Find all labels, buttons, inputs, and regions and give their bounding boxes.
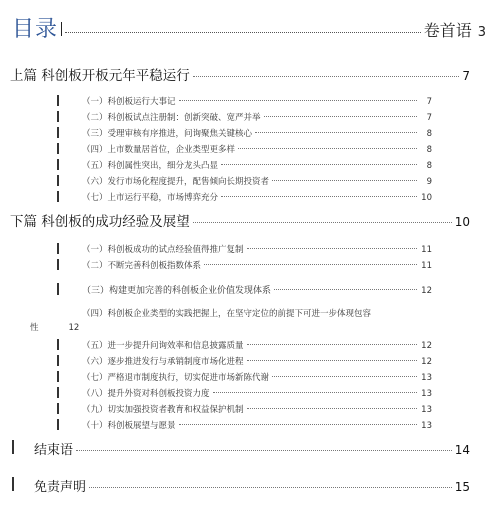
toc-item-label: （二）不断完善科创板指数体系	[82, 261, 202, 271]
toc-item[interactable]	[82, 283, 432, 296]
toc-item-page: 9	[426, 177, 432, 187]
margin-bar	[57, 95, 59, 106]
toc-title-row	[12, 12, 486, 42]
margin-bar	[57, 243, 59, 254]
toc-item-label: （五）进一步提升问询效率和信息披露质量	[82, 341, 244, 351]
toc-entry-label: 结束语	[34, 443, 74, 458]
margin-bar	[57, 191, 59, 202]
toc-item-page: 12	[68, 323, 80, 333]
toc-item[interactable]	[82, 339, 432, 351]
dot-leader	[213, 392, 417, 393]
margin-bar	[12, 440, 14, 454]
margin-bar	[57, 159, 59, 170]
toc-item-label: （五）科创属性突出，细分龙头凸显	[82, 161, 219, 171]
toc-item[interactable]	[82, 419, 432, 431]
toc-item-page: 13	[421, 421, 432, 431]
toc-item-label: （一）科创板运行大事记	[82, 97, 176, 107]
dot-leader	[238, 148, 417, 149]
margin-bar	[57, 143, 59, 154]
toc-item-label: （六）发行市场化程度提升，配售倾向长期投资者	[82, 177, 270, 187]
toc-entry-page: 15	[454, 480, 470, 494]
toc-item-label: （四）上市数量居首位，企业类型更多样	[82, 145, 236, 155]
toc-item[interactable]	[82, 387, 432, 399]
dot-leader	[247, 344, 417, 345]
toc-item[interactable]	[82, 127, 432, 139]
toc-item-wrapped-line2[interactable]	[30, 321, 79, 333]
toc-item[interactable]	[82, 95, 432, 107]
toc-item-page: 12	[421, 286, 432, 296]
margin-bar	[57, 355, 59, 366]
toc-section-label: 下篇 科创板的成功经验及展望	[10, 214, 190, 230]
toc-item[interactable]	[82, 191, 432, 203]
toc-item-label: （二）科创板试点注册制：创新突破、宽严并举	[82, 113, 261, 123]
toc-item-page: 8	[426, 129, 432, 139]
margin-bar	[12, 477, 14, 491]
toc-item-page: 12	[421, 357, 432, 367]
toc-item[interactable]	[82, 371, 432, 383]
toc-section-page: 10	[454, 215, 470, 229]
toc-entry-page: 14	[454, 443, 470, 457]
toc-item-label: （十）科创板展望与愿景	[82, 421, 176, 431]
toc-item-page: 13	[421, 405, 432, 415]
dot-leader	[272, 180, 417, 181]
dot-leader	[272, 376, 417, 377]
toc-item-label: （八）提升外资对科创板投资力度	[82, 389, 210, 399]
dot-leader	[264, 116, 417, 117]
dot-leader	[221, 164, 417, 165]
toc-item-page: 12	[421, 341, 432, 351]
toc-entry-disclaimer[interactable]	[34, 476, 470, 495]
toc-item-label: （三）受理审核有序推进，问询聚焦关键核心	[82, 129, 253, 139]
toc-section-2[interactable]	[10, 210, 470, 230]
toc-item-page: 8	[426, 145, 432, 155]
toc-item-label: （三）构建更加完善的科创板企业价值发现体系	[82, 286, 272, 296]
dot-leader	[247, 360, 417, 361]
toc-item-label: （九）切实加强投资者教育和权益保护机制	[82, 405, 244, 415]
margin-bar	[57, 111, 59, 122]
dot-leader	[274, 289, 417, 290]
dot-leader	[179, 100, 417, 101]
dot-leader	[247, 248, 417, 249]
toc-item[interactable]	[82, 259, 432, 271]
toc-item-label-continued: 性	[30, 323, 39, 333]
toc-item-page: 8	[426, 161, 432, 171]
toc-entry-conclusion[interactable]	[34, 439, 470, 458]
dot-leader	[221, 196, 417, 197]
margin-bar	[57, 387, 59, 398]
margin-bar	[57, 283, 59, 295]
toc-item[interactable]	[82, 111, 432, 123]
toc-item-label: （四）科创板企业类型的实践把握上，在坚守定位的前提下可进一步体现包容	[82, 309, 372, 319]
toc-item-page: 13	[421, 373, 432, 383]
dot-leader	[89, 487, 452, 488]
margin-bar	[57, 175, 59, 186]
toc-section-page: 7	[462, 69, 470, 83]
toc-section-1[interactable]	[10, 64, 470, 84]
toc-entry-foreword-page: 3	[477, 25, 486, 40]
dot-leader	[65, 32, 421, 33]
toc-item-label: （六）逐步推进发行与承销制度市场化进程	[82, 357, 244, 367]
dot-leader	[204, 264, 417, 265]
text-cursor	[61, 22, 62, 36]
toc-item-page: 7	[426, 97, 432, 107]
toc-section-label: 上篇 科创板开板元年平稳运行	[10, 68, 190, 84]
toc-entry-label: 免责声明	[34, 480, 87, 495]
margin-bar	[57, 371, 59, 382]
toc-item-wrapped-line1[interactable]	[82, 307, 371, 319]
dot-leader	[247, 408, 417, 409]
toc-item[interactable]	[82, 159, 432, 171]
toc-item-page: 7	[426, 113, 432, 123]
page-title: 目录	[12, 17, 59, 42]
toc-item[interactable]	[82, 175, 432, 187]
toc-item-label: （七）严格退市制度执行，切实促进市场新陈代谢	[82, 373, 270, 383]
margin-bar	[57, 127, 59, 138]
margin-bar	[57, 339, 59, 350]
margin-bar	[57, 259, 59, 270]
margin-bar	[57, 419, 59, 430]
toc-item-page: 11	[421, 261, 432, 271]
toc-item-page: 13	[421, 389, 432, 399]
dot-leader	[193, 222, 452, 223]
margin-bar	[57, 403, 59, 414]
dot-leader	[255, 132, 417, 133]
toc-item[interactable]	[82, 243, 432, 255]
dot-leader	[76, 450, 452, 451]
toc-item[interactable]	[82, 355, 432, 367]
toc-entry-foreword-label[interactable]: 卷首语	[423, 21, 472, 40]
toc-item[interactable]	[82, 403, 432, 415]
toc-item-label: （七）上市运行平稳，市场博弈充分	[82, 193, 219, 203]
dot-leader	[193, 76, 460, 77]
dot-leader	[179, 424, 417, 425]
toc-item-page: 11	[421, 245, 432, 255]
toc-item[interactable]	[82, 143, 432, 155]
toc-item-page: 10	[421, 193, 432, 203]
toc-item-label: （一）科创板成功的试点经验值得推广复制	[82, 245, 244, 255]
